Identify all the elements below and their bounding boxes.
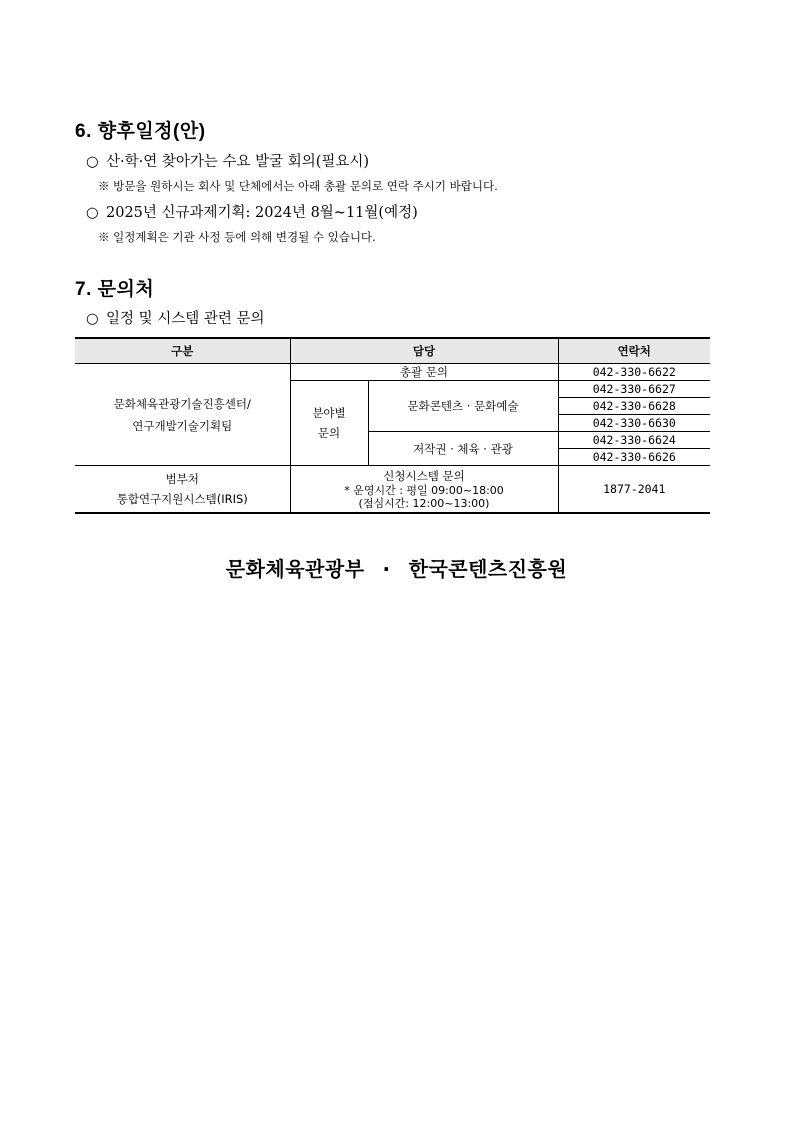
org-iris-line2: 통합연구지원시스템(IRIS) xyxy=(116,492,248,506)
footer-ministry: 문화체육관광부 xyxy=(225,557,365,581)
phone-iris: 1877-2041 xyxy=(558,466,710,514)
schedule-item-text: 산·학·연 찾아가는 수요 발굴 회의(필요시) xyxy=(106,154,370,170)
section-6-title: 6. 향후일정(안) xyxy=(75,121,206,142)
schedule-item-text: 2025년 신규과제기획: 2024년 8월~11월(예정) xyxy=(106,205,418,221)
system-inquiry-title: 신청시스템 문의 xyxy=(383,469,465,483)
org-kocca-line1: 문화체육관광기술진흥센터/ xyxy=(113,396,251,411)
footer-organizations xyxy=(0,553,793,582)
by-field-cell xyxy=(290,381,368,466)
by-field-line1: 분야별 xyxy=(312,406,346,420)
table-row xyxy=(75,364,710,381)
org-iris-cell xyxy=(75,466,290,514)
phone-field2-2: 042-330-6626 xyxy=(558,449,710,466)
schedule-item-meeting xyxy=(86,150,369,171)
contact-table xyxy=(75,337,710,514)
org-kocca-cell xyxy=(75,364,290,466)
header-contact: 연락처 xyxy=(558,338,710,364)
phone-general: 042-330-6622 xyxy=(558,364,710,381)
circle-bullet-icon: ○ xyxy=(86,154,99,170)
system-hours: * 운영시간 : 평일 09:00~18:00 xyxy=(344,484,504,497)
circle-bullet-icon: ○ xyxy=(86,311,99,327)
header-category: 구분 xyxy=(75,338,290,364)
contact-item-text: 일정 및 시스템 관련 문의 xyxy=(106,311,265,327)
footer-separator: · xyxy=(382,557,391,581)
org-iris-line1: 범부처 xyxy=(165,472,199,486)
section-7-title: 7. 문의처 xyxy=(75,279,155,300)
org-kocca-line2: 연구개발기술기획팀 xyxy=(132,418,233,433)
schedule-note-visit: ※ 방문을 원하시는 회사 및 단체에서는 아래 총괄 문의로 연락 주시기 바랍니다. xyxy=(98,179,498,193)
contact-item xyxy=(86,307,265,328)
field-copyright-cell: 저작권 · 체육 · 관광 xyxy=(368,432,558,466)
phone-field1-2: 042-330-6628 xyxy=(558,398,710,415)
table-header-row xyxy=(75,338,710,364)
footer-kocca: 한국콘텐츠진흥원 xyxy=(408,557,568,581)
general-inquiry-cell: 총괄 문의 xyxy=(290,364,558,381)
field-culture-cell: 문화콘텐츠 · 문화예술 xyxy=(368,381,558,432)
phone-field1-3: 042-330-6630 xyxy=(558,415,710,432)
system-inquiry-cell xyxy=(290,466,558,514)
header-charge: 담당 xyxy=(290,338,558,364)
schedule-note-change: ※ 일정계획은 기관 사정 등에 의해 변경될 수 있습니다. xyxy=(98,230,376,244)
schedule-item-planning xyxy=(86,201,418,222)
by-field-line2: 문의 xyxy=(317,426,341,440)
phone-field2-1: 042-330-6624 xyxy=(558,432,710,449)
system-lunch: (점심시간: 12:00~13:00) xyxy=(358,497,490,510)
circle-bullet-icon: ○ xyxy=(86,205,99,221)
table-row xyxy=(75,466,710,514)
phone-field1-1: 042-330-6627 xyxy=(558,381,710,398)
